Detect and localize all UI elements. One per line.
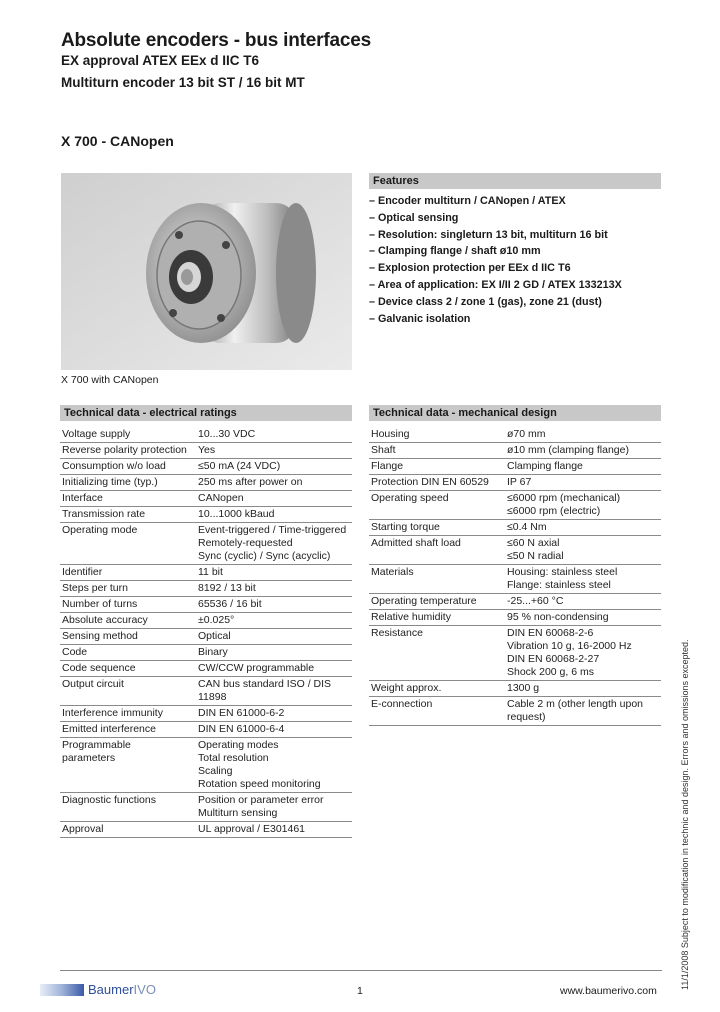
spec-value: Clamping flange	[505, 459, 661, 475]
spec-key: Operating temperature	[369, 594, 505, 610]
website-link[interactable]: www.baumerivo.com	[560, 985, 657, 997]
table-row	[369, 594, 661, 610]
table-row	[60, 822, 352, 838]
table-row	[60, 677, 352, 706]
subtitle-resolution: Multiturn encoder 13 bit ST / 16 bit MT	[61, 75, 305, 90]
page-number: 1	[357, 985, 363, 997]
electrical-table	[60, 427, 352, 838]
features-list	[369, 193, 661, 327]
table-row	[60, 491, 352, 507]
encoder-photo	[61, 173, 352, 370]
spec-value: 10...30 VDC	[196, 427, 352, 443]
spec-value: DIN EN 61000-6-4	[196, 722, 352, 738]
feature-item: – Resolution: singleturn 13 bit, multiturn 16 bit	[369, 228, 608, 241]
table-row	[369, 697, 661, 726]
table-row	[369, 536, 661, 565]
table-row	[369, 565, 661, 594]
table-row	[60, 507, 352, 523]
feature-item: – Area of application: EX I/II 2 GD / ATEX 133213X	[369, 278, 622, 291]
feature-item: – Optical sensing	[369, 211, 459, 224]
spec-value: Optical	[196, 629, 352, 645]
spec-value: Yes	[196, 443, 352, 459]
table-row	[60, 475, 352, 491]
spec-value: ≤60 N axial ≤50 N radial	[505, 536, 661, 565]
table-row	[369, 427, 661, 443]
page-title: Absolute encoders - bus interfaces	[61, 30, 371, 51]
feature-item: – Encoder multiturn / CANopen / ATEX	[369, 195, 566, 207]
spec-value: IP 67	[505, 475, 661, 491]
feature-item: – Device class 2 / zone 1 (gas), zone 21 (dust)	[369, 295, 602, 308]
spec-key: Flange	[369, 459, 505, 475]
spec-value: 65536 / 16 bit	[196, 597, 352, 613]
spec-value: 10...1000 kBaud	[196, 507, 352, 523]
spec-key: Protection DIN EN 60529	[369, 475, 505, 491]
subtitle-approval: EX approval ATEX EEx d IIC T6	[61, 53, 260, 68]
table-row	[369, 610, 661, 626]
mechanical-table	[369, 427, 661, 726]
spec-key: Operating mode	[60, 523, 196, 565]
spec-value: DIN EN 61000-6-2	[196, 706, 352, 722]
spec-value: ø10 mm (clamping flange)	[505, 443, 661, 459]
spec-value: CAN bus standard ISO / DIS 11898	[196, 677, 352, 706]
spec-key: Relative humidity	[369, 610, 505, 626]
table-row	[60, 613, 352, 629]
table-row	[369, 475, 661, 491]
spec-key: Identifier	[60, 565, 196, 581]
spec-key: Absolute accuracy	[60, 613, 196, 629]
spec-key: Operating speed	[369, 491, 505, 520]
spec-key: Approval	[60, 822, 196, 838]
spec-key: E-connection	[369, 697, 505, 726]
spec-value: 1300 g	[505, 681, 661, 697]
table-row	[60, 629, 352, 645]
spec-value: CW/CCW programmable	[196, 661, 352, 677]
spec-value: 11 bit	[196, 565, 352, 581]
spec-key: Weight approx.	[369, 681, 505, 697]
side-note: 11/1/2008 Subject to modification in technic and design. Errors and omissions excepted.	[680, 639, 690, 990]
table-row	[369, 520, 661, 536]
table-row	[60, 793, 352, 822]
spec-value: -25...+60 °C	[505, 594, 661, 610]
spec-key: Admitted shaft load	[369, 536, 505, 565]
mechanical-heading: Technical data - mechanical design	[369, 405, 661, 421]
spec-key: Voltage supply	[60, 427, 196, 443]
encoder-illustration	[61, 173, 352, 370]
table-row	[60, 738, 352, 793]
spec-value: 95 % non-condensing	[505, 610, 661, 626]
spec-key: Interface	[60, 491, 196, 507]
table-row	[60, 706, 352, 722]
spec-key: Materials	[369, 565, 505, 594]
table-row	[60, 645, 352, 661]
table-row	[369, 626, 661, 681]
spec-key: Starting torque	[369, 520, 505, 536]
spec-key: Interference immunity	[60, 706, 196, 722]
spec-value: DIN EN 60068-2-6 Vibration 10 g, 16-2000 Hz DIN EN 60068-2-27 Shock 200 g, 6 ms	[505, 626, 661, 681]
spec-value: Operating modes Total resolution Scaling Rotation speed monitoring	[196, 738, 352, 793]
spec-key: Transmission rate	[60, 507, 196, 523]
feature-item: – Explosion protection per EEx d IIC T6	[369, 262, 571, 275]
table-row	[60, 597, 352, 613]
spec-key: Emitted interference	[60, 722, 196, 738]
spec-value: Housing: stainless steel Flange: stainless steel	[505, 565, 661, 594]
spec-value: 8192 / 13 bit	[196, 581, 352, 597]
features-heading: Features	[369, 173, 661, 189]
spec-key: Number of turns	[60, 597, 196, 613]
spec-value: UL approval / E301461	[196, 822, 352, 838]
spec-value: 250 ms after power on	[196, 475, 352, 491]
table-row	[369, 443, 661, 459]
spec-value: ø70 mm	[505, 427, 661, 443]
table-row	[60, 661, 352, 677]
feature-item: – Clamping flange / shaft ø10 mm	[369, 245, 541, 258]
brand-logo	[88, 982, 156, 997]
spec-key: Diagnostic functions	[60, 793, 196, 822]
feature-item: – Galvanic isolation	[369, 312, 471, 325]
spec-key: Resistance	[369, 626, 505, 681]
footer-divider	[60, 970, 662, 971]
logo-text-ivo: IVO	[133, 982, 156, 997]
spec-value: Position or parameter error Multiturn sensing	[196, 793, 352, 822]
spec-key: Initializing time (typ.)	[60, 475, 196, 491]
table-row	[60, 443, 352, 459]
logo-text-baumer: Baumer	[88, 982, 134, 997]
spec-key: Programmable parameters	[60, 738, 196, 793]
spec-value: ±0.025°	[196, 613, 352, 629]
spec-key: Sensing method	[60, 629, 196, 645]
photo-caption: X 700 with CANopen	[61, 374, 159, 386]
spec-key: Shaft	[369, 443, 505, 459]
table-row	[60, 722, 352, 738]
spec-value: CANopen	[196, 491, 352, 507]
table-row	[369, 491, 661, 520]
spec-value: ≤50 mA (24 VDC)	[196, 459, 352, 475]
logo-gradient-bar	[40, 984, 84, 996]
spec-key: Code sequence	[60, 661, 196, 677]
spec-value: Binary	[196, 645, 352, 661]
spec-value: Cable 2 m (other length upon request)	[505, 697, 661, 726]
spec-value: Event-triggered / Time-triggered Remotely-requested Sync (cyclic) / Sync (acyclic)	[196, 523, 352, 565]
spec-key: Output circuit	[60, 677, 196, 706]
table-row	[60, 565, 352, 581]
table-row	[60, 523, 352, 565]
table-row	[60, 427, 352, 443]
table-row	[60, 581, 352, 597]
table-row	[60, 459, 352, 475]
electrical-heading: Technical data - electrical ratings	[60, 405, 352, 421]
table-row	[369, 459, 661, 475]
table-row	[369, 681, 661, 697]
spec-key: Reverse polarity protection	[60, 443, 196, 459]
spec-key: Steps per turn	[60, 581, 196, 597]
product-name: X 700 - CANopen	[61, 133, 174, 149]
spec-key: Housing	[369, 427, 505, 443]
spec-value: ≤0.4 Nm	[505, 520, 661, 536]
spec-value: ≤6000 rpm (mechanical) ≤6000 rpm (electric)	[505, 491, 661, 520]
spec-key: Code	[60, 645, 196, 661]
spec-key: Consumption w/o load	[60, 459, 196, 475]
